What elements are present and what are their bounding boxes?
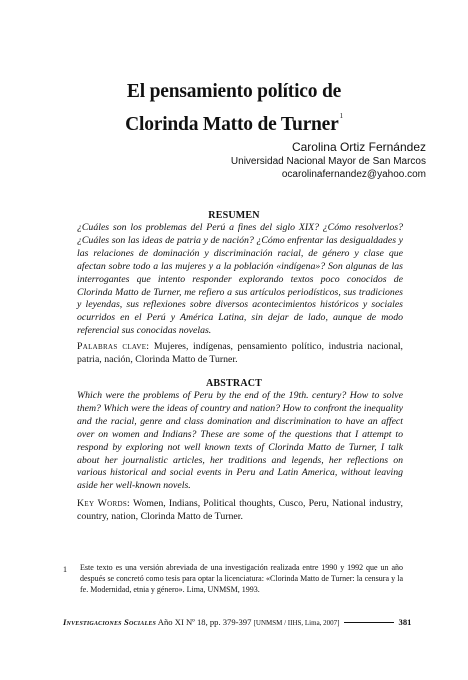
title-footnote-mark[interactable]: 1 <box>339 112 343 120</box>
footnote-text: Este texto es una versión abreviada de una investigación realizada entre 1990 y 1992 que un año después se concretó como tesis para optar la licenciatura: «Clorinda Matto de Turner: la censura y la fe. Modernidad, etnia y género». Lima, UNMSM, 1993. <box>80 563 403 594</box>
page-number: 381 <box>398 617 412 627</box>
keywords-en-text: Women, Indians, Political thoughts, Cusco, Peru, National industry, country, nation, Clorinda Matto de Turner. <box>77 498 403 522</box>
author-block <box>231 140 426 181</box>
abstract-text: Which were the problems of Peru by the end of the 19th. century? How to solve them? Which were the ideas of country and nation? How to confront the inequality and the racial, genre and class domination and discrimination to have an affect over on women and Indians? These are some of the questions that I attempt to respond by exploring not well known texts of Clorinda Matto de Turner, I talk about her journalistic articles, her traditions and legends, her reflections on various historical and social events in Peru and Latin America, without leaving aside her well-known novels. <box>77 390 403 492</box>
page-footer <box>63 617 412 627</box>
article-title <box>0 80 468 137</box>
keywords-en <box>77 498 403 524</box>
footer-rule <box>344 622 394 623</box>
keywords-es-text: Mujeres, indígenas, pensamiento político, industria nacional, patria, nación, Clorinda Matto de Turner. <box>77 341 404 365</box>
keywords-es-label: Palabras clave: <box>77 341 150 352</box>
journal-name: Investigaciones Sociales <box>63 617 157 627</box>
abstract-heading: ABSTRACT <box>205 378 263 389</box>
author-affiliation: Universidad Nacional Mayor de San Marcos <box>230 156 426 167</box>
journal-issue: Año XI Nº 18, pp. 379-397 <box>157 617 252 627</box>
footnote-number: 1 <box>63 565 67 574</box>
title-line-1: El pensamiento político de <box>126 81 342 102</box>
title-line-2 <box>0 104 468 137</box>
title-line-2-text: Clorinda Matto de Turner <box>125 114 339 135</box>
keywords-en-label: Key Words: <box>77 498 131 509</box>
author-name: Carolina Ortiz Fernández <box>291 140 426 154</box>
keywords-es <box>77 341 403 367</box>
resumen-text: ¿Cuáles son los problemas del Perú a fines del siglo XIX? ¿Cómo resolverlos? ¿Cuáles son las ideas de patria y de nación? ¿Cómo enfrentar las desigualdades y las relaciones de dominación y discriminación racial, de género y clase que afectan sobre todo a las mujeres y a la población «indígena»? Son algunas de las interrogantes que intento responder explorando textos poco conocidos de Clorinda Matto de Turner, me refiero a sus artículos periodísticos, sus tradiciones y leyendas, sus reflexiones sobre diversos acontecimientos históricos y sociales ocurridos en el Perú y América Latina, sin dejar de lado, aunque de modo referencial sus conocidas novelas. <box>77 222 403 337</box>
author-email[interactable]: ocarolinafernandez@yahoo.com <box>281 169 426 180</box>
journal-publisher: [UNMSM / IIHS, Lima, 2007] <box>253 619 340 627</box>
resumen-heading: RESUMEN <box>208 210 260 221</box>
